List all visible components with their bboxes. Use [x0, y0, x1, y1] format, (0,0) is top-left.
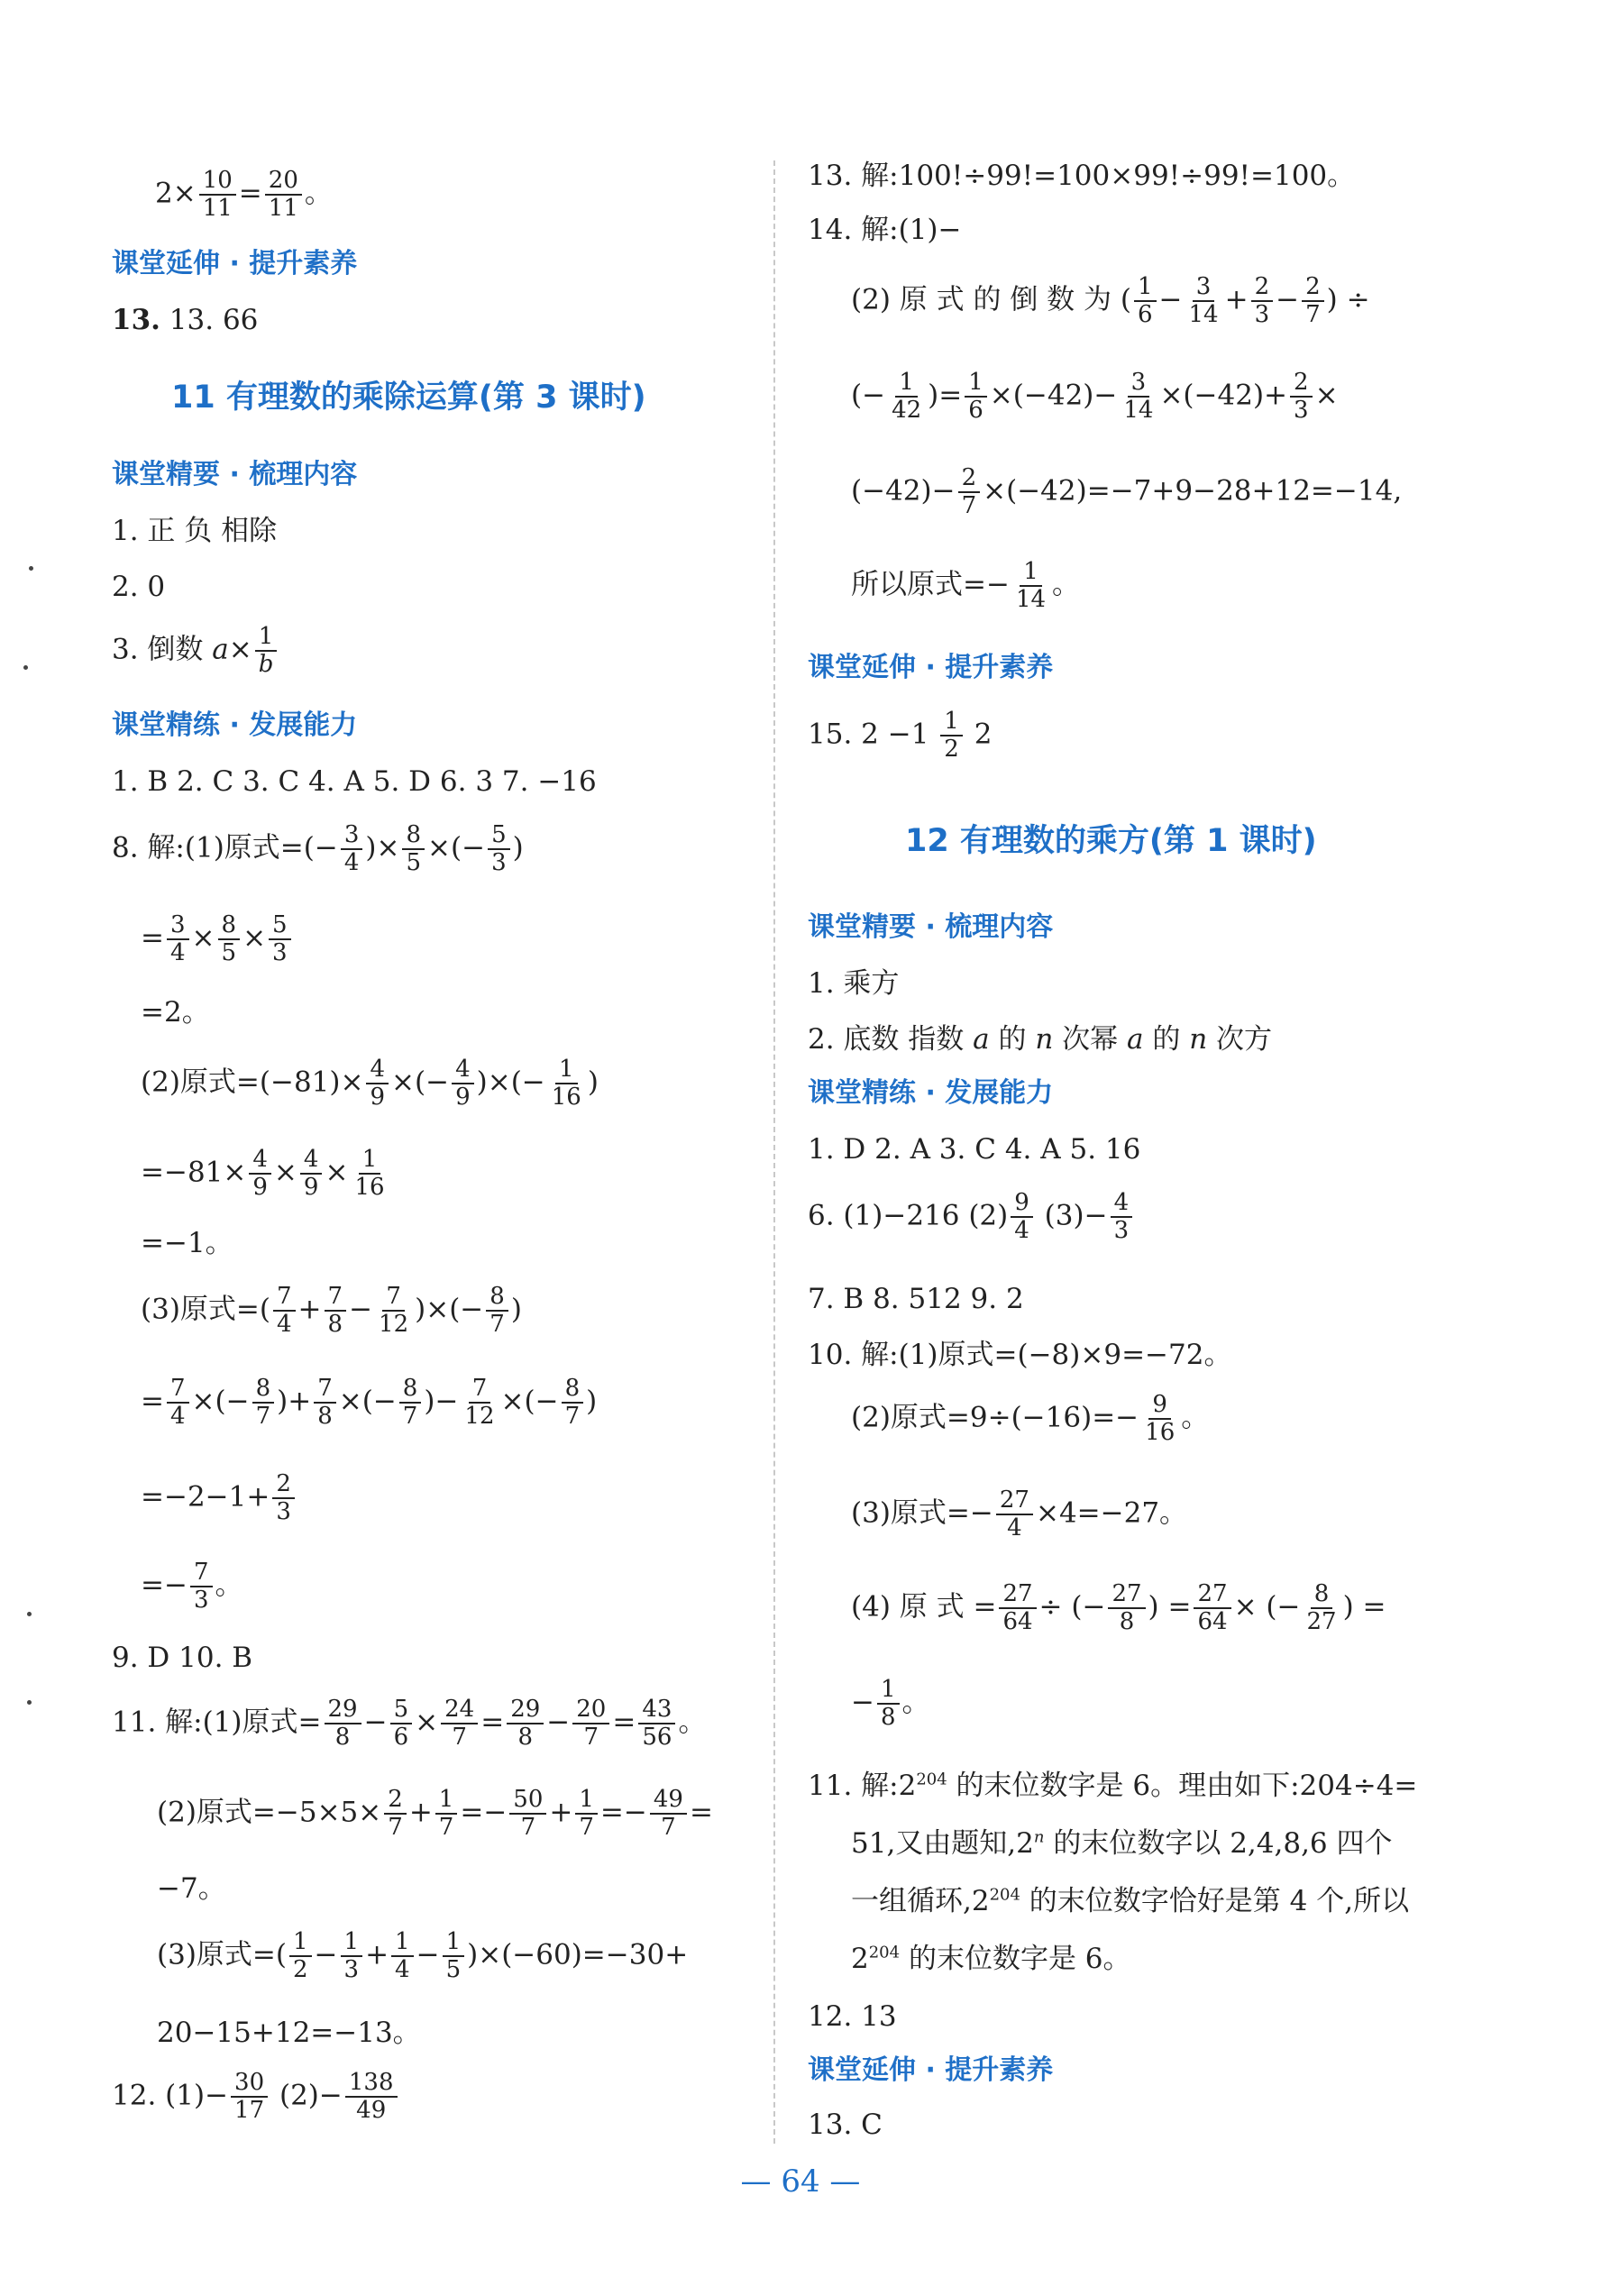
answer-8-part-3-line-2: = $\frac{7}{4}$ ×(− $\frac{8}{7}$ )+ $\frac{7}{8}$ ×(− $\frac{8}{7}$ )− $\frac{7}{12}$ ×(− $\frac{8}{7}$ )	[141, 1375, 598, 1431]
scan-speck	[27, 1612, 32, 1616]
page-number: — 64 —	[740, 2163, 861, 2200]
answer-11-right: 11. 解$:2^{204}$ 的末位数字是 6。理由如下:204÷4=	[808, 1770, 1418, 1802]
scan-speck	[23, 665, 28, 670]
answer-13-right-c: 13. C	[808, 2108, 883, 2141]
answer-13: 13. 13. 66	[112, 304, 259, 336]
answer-2-right: 2. 底数 指数 a 的 n 次幂 a 的 n 次方	[808, 1023, 1273, 1056]
answer-11-part-2: (2)原式=−5×5× $\frac{2}{7}$ + $\frac{1}{7}$ =− $\frac{50}{7}$ + $\frac{1}{7}$ =− $\frac{49}{7}$ =	[157, 1786, 713, 1842]
answer-2: 2. 0	[112, 571, 166, 603]
answer-8-part-3: (3)原式=( $\frac{7}{4}$ + $\frac{7}{8}$ − $\frac{7}{12}$ )×(− $\frac{8}{7}$ )	[141, 1283, 522, 1339]
section-heading: 课堂精练 · 发展能力	[808, 1077, 1054, 1109]
answer-10-part-4-line-2: − $\frac{1}{8}$ 。	[851, 1676, 930, 1732]
answer-8-part-2-line-2: =−81× $\frac{4}{9}$ × $\frac{4}{9}$ × $\frac{1}{16}$	[141, 1146, 385, 1202]
column-divider	[773, 160, 775, 2144]
scan-speck	[27, 1700, 32, 1705]
answer-10-part-2: (2)原式=9÷(−16)=− $\frac{9}{16}$ 。	[851, 1391, 1210, 1447]
lesson-title: 11 有理数的乘除运算(第 3 课时)	[171, 380, 646, 416]
answer-8-part-3-line-3: =−2−1+ $\frac{2}{3}$	[141, 1471, 297, 1525]
answer-15: 15. 2 −1 $\frac{1}{2}$ 2	[808, 708, 993, 764]
scan-speck	[29, 566, 33, 571]
answer-12-right: 12. 13	[808, 2000, 897, 2033]
section-heading: 课堂延伸 · 提升素养	[112, 248, 358, 279]
section-heading: 课堂精练 · 发展能力	[112, 709, 358, 741]
answer-14-line-3: (−42)− $\frac{2}{7}$ ×(−42)=−7+9−28+12=−14,	[851, 464, 1403, 520]
lesson-title: 12 有理数的乘方(第 1 课时)	[905, 823, 1317, 859]
answer-14-part-2: (2) 原 式 的 倒 数 为 ( $\frac{1}{6}$ − $\frac{3}{14}$ + $\frac{2}{3}$ − $\frac{2}{7}$ ) ÷	[851, 273, 1370, 329]
answer-12: 12. (1)− $\frac{30}{17}$ (2)− $\frac{138}{49}$	[112, 2070, 400, 2124]
section-heading: 课堂精要 · 梳理内容	[112, 459, 358, 490]
answer-11-right-line-3: 一组循环$,2^{204}$ 的末位数字恰好是第 4 个,所以	[851, 1885, 1410, 1917]
answers-9-10: 9. D 10. B	[112, 1642, 253, 1674]
answer-11-part-3: (3)原式=( $\frac{1}{2}$ − $\frac{1}{3}$ + $\frac{1}{4}$ − $\frac{1}{5}$ )×(−60)=−30+	[157, 1928, 689, 1984]
answer-11-part-3-line-2: 20−15+12=−13。	[157, 2017, 421, 2049]
answer-14-line-2: (− $\frac{1}{42}$ )= $\frac{1}{6}$ ×(−42)− $\frac{3}{14}$ ×(−42)+ $\frac{2}{3}$ ×	[851, 369, 1339, 425]
answer-6-right: 6. (1)−216 (2) $\frac{9}{4}$ (3)− $\frac{4}{3}$	[808, 1190, 1135, 1244]
multiple-choice-answers-right: 1. D 2. A 3. C 4. A 5. 16	[808, 1133, 1141, 1166]
answer-8-line-2: = $\frac{3}{4}$ × $\frac{8}{5}$ × $\frac{5}{3}$	[141, 912, 294, 966]
answer-8-part-2: (2)原式=(−81)× $\frac{4}{9}$ ×(− $\frac{4}{9}$ )×(− $\frac{1}{16}$ )	[141, 1056, 599, 1111]
answer-8-line-3: =2。	[141, 996, 210, 1029]
section-heading: 课堂延伸 · 提升素养	[808, 2054, 1054, 2086]
answer-11: 11. 解:(1)原式= $\frac{29}{8}$ − $\frac{5}{6}$ × $\frac{24}{7}$ = $\frac{29}{8}$ − $\frac{20}{7}$ = $\frac{43}{56}$ 。	[112, 1696, 707, 1752]
answers-7-8-9-right: 7. B 8. 512 9. 2	[808, 1283, 1024, 1315]
answer-8-line-1: 8. 解:(1)原式=(− $\frac{3}{4}$ )× $\frac{8}{5}$ ×(− $\frac{5}{3}$ )	[112, 821, 524, 877]
answer-3: 3. 倒数 a× $\frac{1}{b}$	[112, 624, 279, 678]
section-heading: 课堂延伸 · 提升素养	[808, 652, 1054, 683]
left-top-expression: 2× $\frac{10}{11}$ = $\frac{20}{11}$ 。	[155, 167, 333, 223]
answer-8-part-2-line-3: =−1。	[141, 1227, 233, 1259]
answer-13-right: 13. 解:100!÷99!=100×99!÷99!=100。	[808, 160, 1356, 192]
answer-11-right-line-4: $2^{204}$ 的末位数字是 6。	[851, 1943, 1131, 1975]
answer-1-right: 1. 乘方	[808, 967, 900, 1000]
section-heading: 课堂精要 · 梳理内容	[808, 911, 1054, 943]
answer-11-part-2-line-2: −7。	[157, 1872, 226, 1905]
answer-11-right-line-2: 51,又由题知,2$^n$ 的末位数字以 2,4,8,6 四个	[851, 1827, 1393, 1860]
answer-10-part-4: (4) 原 式 = $\frac{27}{64}$ ÷ (− $\frac{27}{8}$ ) = $\frac{27}{64}$ × (− $\frac{8}{27}$ ) =	[851, 1580, 1386, 1636]
answer-14: 14. 解:(1)−	[808, 214, 962, 246]
answer-10-right: 10. 解:(1)原式=(−8)×9=−72。	[808, 1339, 1232, 1371]
answer-10-part-3: (3)原式=− $\frac{27}{4}$ ×4=−27。	[851, 1486, 1188, 1542]
answer-14-line-4: 所以原式=− $\frac{1}{14}$ 。	[851, 558, 1081, 614]
answer-1: 1. 正 负 相除	[112, 515, 278, 547]
multiple-choice-answers: 1. B 2. C 3. C 4. A 5. D 6. 3 7. −16	[112, 765, 597, 798]
answer-8-part-3-line-4: =− $\frac{7}{3}$ 。	[141, 1559, 243, 1615]
